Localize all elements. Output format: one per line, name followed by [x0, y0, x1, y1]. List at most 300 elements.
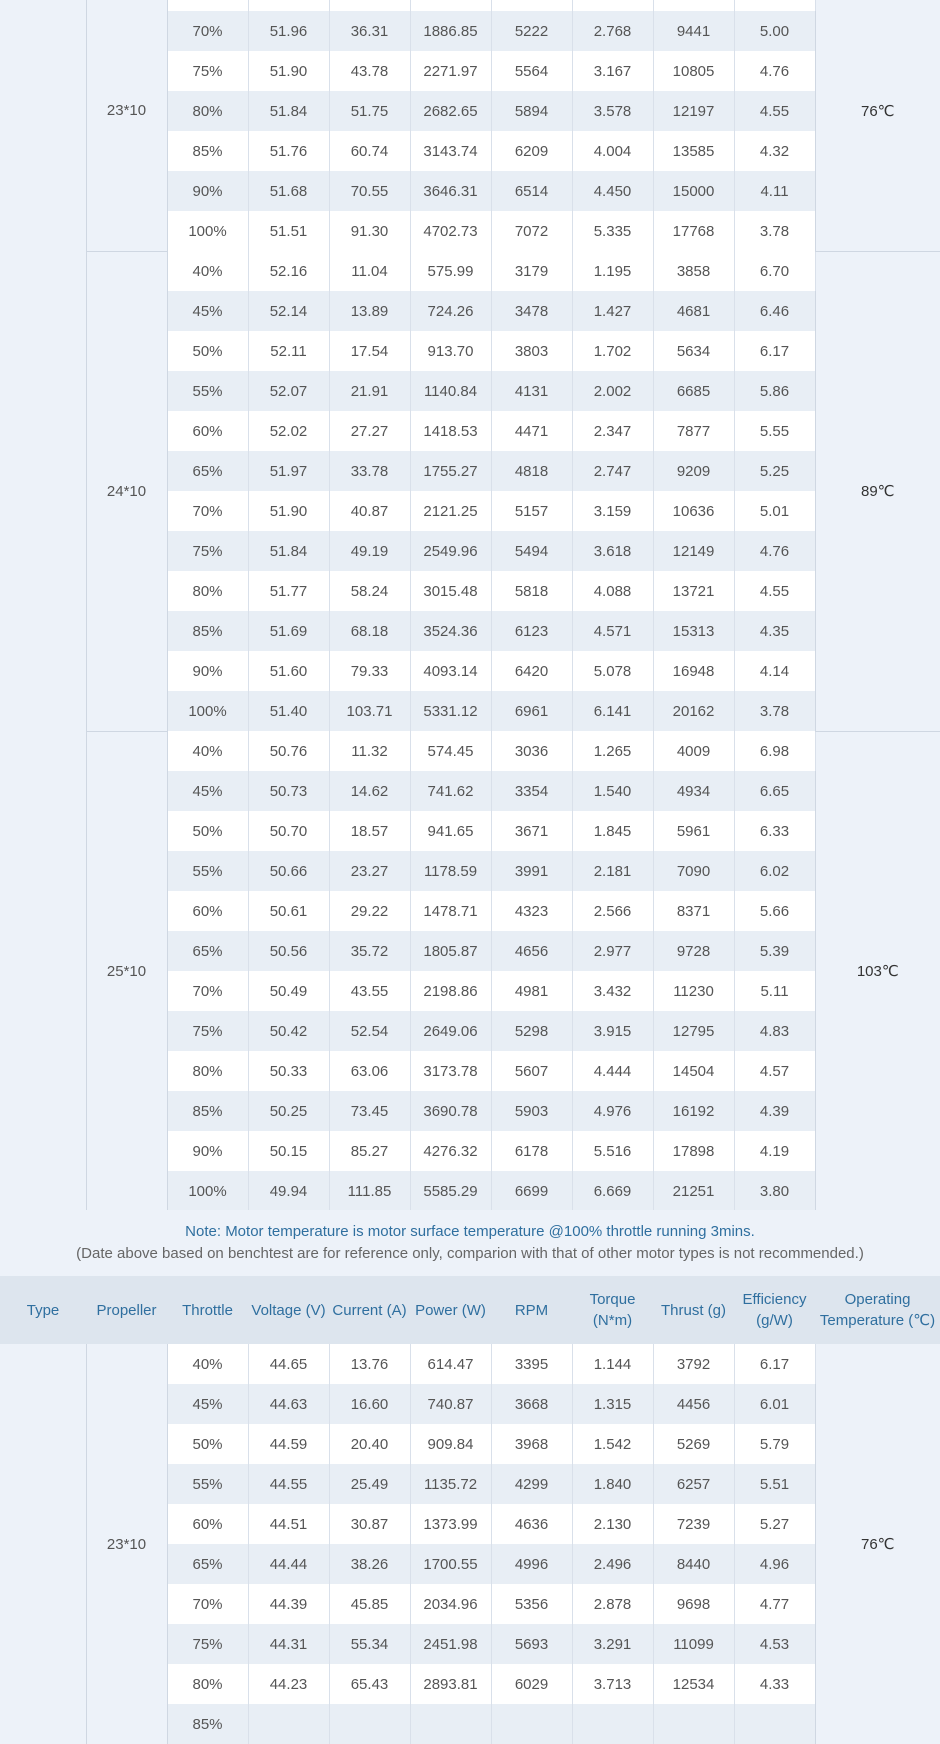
header-propeller: Propeller	[96, 1301, 157, 1319]
torque-cell: 6.141	[572, 691, 653, 731]
voltage-cell: 52.02	[248, 411, 329, 451]
throttle-cell: 55%	[167, 1464, 248, 1504]
current-cell: 58.24	[329, 571, 410, 611]
rpm-cell: 3991	[491, 851, 572, 891]
power-cell: 4093.14	[410, 651, 491, 691]
current-cell: 60.74	[329, 131, 410, 171]
current-cell: 13.76	[329, 1344, 410, 1384]
current-cell: 68.18	[329, 611, 410, 651]
voltage-cell: 51.97	[248, 451, 329, 491]
current-cell: 55.34	[329, 1624, 410, 1664]
rpm-cell: 5222	[491, 11, 572, 51]
rpm-cell: 5564	[491, 51, 572, 91]
torque-cell: 3.618	[572, 531, 653, 571]
thrust-cell: 11230	[653, 971, 734, 1011]
torque-cell: 2.878	[572, 1584, 653, 1624]
thrust-cell: 8371	[653, 891, 734, 931]
rpm-cell: 4299	[491, 1464, 572, 1504]
efficiency-cell	[734, 0, 815, 11]
thrust-cell: 10636	[653, 491, 734, 531]
voltage-cell: 52.16	[248, 251, 329, 291]
thrust-cell: 7090	[653, 851, 734, 891]
torque-cell: 2.130	[572, 1504, 653, 1544]
table-row	[0, 0, 940, 11]
voltage-cell: 51.84	[248, 531, 329, 571]
throttle-cell: 60%	[167, 411, 248, 451]
efficiency-cell: 4.35	[734, 611, 815, 651]
torque-cell	[572, 1704, 653, 1744]
rpm-cell: 3354	[491, 771, 572, 811]
throttle-cell: 75%	[167, 51, 248, 91]
efficiency-cell: 3.78	[734, 211, 815, 251]
torque-cell: 4.004	[572, 131, 653, 171]
type-cell	[0, 1344, 86, 1744]
torque-cell: 3.167	[572, 51, 653, 91]
table-header-row	[0, 1276, 940, 1344]
power-cell: 2198.86	[410, 971, 491, 1011]
thrust-cell	[653, 1704, 734, 1744]
propeller-cell: 23*10	[86, 0, 167, 251]
throttle-cell: 75%	[167, 1624, 248, 1664]
current-cell: 11.32	[329, 731, 410, 771]
thrust-cell: 5634	[653, 331, 734, 371]
throttle-cell: 55%	[167, 851, 248, 891]
rpm-cell: 4656	[491, 931, 572, 971]
thrust-cell: 10805	[653, 51, 734, 91]
power-cell: 1700.55	[410, 1544, 491, 1584]
power-cell: 1886.85	[410, 11, 491, 51]
rpm-cell: 5818	[491, 571, 572, 611]
current-cell: 36.31	[329, 11, 410, 51]
disclaimer-note: (Date above based on benchtest are for reference only, comparion with that of other motor types is not recommended.)	[76, 1245, 864, 1262]
rpm-cell: 5693	[491, 1624, 572, 1664]
efficiency-cell: 6.70	[734, 251, 815, 291]
thrust-cell: 6685	[653, 371, 734, 411]
header-efficiency: Efficiency (g/W)	[742, 1291, 807, 1329]
power-cell	[410, 1704, 491, 1744]
thrust-cell: 17898	[653, 1131, 734, 1171]
power-cell: 2649.06	[410, 1011, 491, 1051]
torque-cell: 1.840	[572, 1464, 653, 1504]
voltage-cell: 50.66	[248, 851, 329, 891]
voltage-cell: 50.42	[248, 1011, 329, 1051]
voltage-cell: 51.96	[248, 11, 329, 51]
efficiency-cell: 5.01	[734, 491, 815, 531]
torque-cell: 3.159	[572, 491, 653, 531]
efficiency-cell: 6.17	[734, 1344, 815, 1384]
thrust-cell	[653, 0, 734, 11]
voltage-cell: 50.73	[248, 771, 329, 811]
rpm-cell: 5607	[491, 1051, 572, 1091]
thrust-cell: 12197	[653, 91, 734, 131]
throttle-cell: 65%	[167, 1544, 248, 1584]
rpm-cell: 3036	[491, 731, 572, 771]
throttle-cell: 85%	[167, 1704, 248, 1744]
power-cell: 1755.27	[410, 451, 491, 491]
temperature-cell: 103℃	[815, 731, 940, 1211]
current-cell: 70.55	[329, 171, 410, 211]
throttle-cell: 70%	[167, 491, 248, 531]
temperature-note: Note: Motor temperature is motor surface temperature @100% throttle running 3mins.	[185, 1223, 755, 1240]
torque-cell: 1.542	[572, 1424, 653, 1464]
thrust-cell: 9441	[653, 11, 734, 51]
voltage-cell: 52.14	[248, 291, 329, 331]
torque-cell: 2.002	[572, 371, 653, 411]
voltage-cell: 51.69	[248, 611, 329, 651]
efficiency-cell: 4.76	[734, 531, 815, 571]
current-cell: 13.89	[329, 291, 410, 331]
power-cell: 741.62	[410, 771, 491, 811]
torque-cell: 1.427	[572, 291, 653, 331]
efficiency-cell: 4.53	[734, 1624, 815, 1664]
thrust-cell: 15313	[653, 611, 734, 651]
power-cell: 2034.96	[410, 1584, 491, 1624]
torque-cell: 4.976	[572, 1091, 653, 1131]
throttle-cell: 80%	[167, 571, 248, 611]
thrust-cell: 9698	[653, 1584, 734, 1624]
throttle-cell: 100%	[167, 1171, 248, 1211]
voltage-cell: 51.90	[248, 51, 329, 91]
efficiency-cell: 4.77	[734, 1584, 815, 1624]
power-cell: 1373.99	[410, 1504, 491, 1544]
power-cell: 1478.71	[410, 891, 491, 931]
rpm-cell: 6209	[491, 131, 572, 171]
torque-cell: 1.845	[572, 811, 653, 851]
thrust-cell: 16948	[653, 651, 734, 691]
power-cell: 4702.73	[410, 211, 491, 251]
thrust-cell: 9209	[653, 451, 734, 491]
table-bottom-body	[0, 1344, 940, 1744]
current-cell: 21.91	[329, 371, 410, 411]
voltage-cell: 44.55	[248, 1464, 329, 1504]
current-cell: 18.57	[329, 811, 410, 851]
power-cell: 574.45	[410, 731, 491, 771]
voltage-cell: 51.90	[248, 491, 329, 531]
torque-cell: 5.335	[572, 211, 653, 251]
current-cell: 45.85	[329, 1584, 410, 1624]
throttle-cell: 70%	[167, 11, 248, 51]
performance-table-bottom	[0, 1276, 940, 1744]
thrust-cell: 7239	[653, 1504, 734, 1544]
current-cell: 40.87	[329, 491, 410, 531]
power-cell: 740.87	[410, 1384, 491, 1424]
voltage-cell: 52.07	[248, 371, 329, 411]
rpm-cell: 5903	[491, 1091, 572, 1131]
current-cell: 103.71	[329, 691, 410, 731]
torque-cell: 1.265	[572, 731, 653, 771]
rpm-cell: 3671	[491, 811, 572, 851]
power-cell: 1140.84	[410, 371, 491, 411]
efficiency-cell	[734, 1704, 815, 1744]
current-cell: 43.78	[329, 51, 410, 91]
power-cell: 3690.78	[410, 1091, 491, 1131]
efficiency-cell: 5.66	[734, 891, 815, 931]
voltage-cell: 44.65	[248, 1344, 329, 1384]
power-cell: 1418.53	[410, 411, 491, 451]
torque-cell: 4.088	[572, 571, 653, 611]
propeller-cell: 23*10	[86, 1344, 167, 1744]
voltage-cell: 44.31	[248, 1624, 329, 1664]
throttle-cell: 75%	[167, 1011, 248, 1051]
voltage-cell: 49.94	[248, 1171, 329, 1211]
voltage-cell: 51.51	[248, 211, 329, 251]
throttle-cell: 80%	[167, 1664, 248, 1704]
power-cell: 2271.97	[410, 51, 491, 91]
current-cell: 63.06	[329, 1051, 410, 1091]
efficiency-cell: 5.27	[734, 1504, 815, 1544]
torque-cell: 2.566	[572, 891, 653, 931]
temperature-cell: 89℃	[815, 251, 940, 731]
throttle-cell: 90%	[167, 651, 248, 691]
torque-cell: 1.315	[572, 1384, 653, 1424]
rpm-cell: 6420	[491, 651, 572, 691]
power-cell: 3524.36	[410, 611, 491, 651]
rpm-cell: 6029	[491, 1664, 572, 1704]
voltage-cell: 44.44	[248, 1544, 329, 1584]
power-cell: 2549.96	[410, 531, 491, 571]
header-voltage: Voltage (V)	[251, 1301, 326, 1319]
current-cell: 73.45	[329, 1091, 410, 1131]
throttle-cell: 85%	[167, 611, 248, 651]
rpm-cell: 3803	[491, 331, 572, 371]
torque-cell: 2.768	[572, 11, 653, 51]
torque-cell	[572, 0, 653, 11]
rpm-cell: 3395	[491, 1344, 572, 1384]
thrust-cell: 12149	[653, 531, 734, 571]
voltage-cell: 51.40	[248, 691, 329, 731]
torque-cell: 3.578	[572, 91, 653, 131]
header-throttle: Throttle	[182, 1301, 233, 1319]
power-cell: 1135.72	[410, 1464, 491, 1504]
throttle-cell: 55%	[167, 371, 248, 411]
current-cell: 30.87	[329, 1504, 410, 1544]
torque-cell: 1.540	[572, 771, 653, 811]
voltage-cell: 51.84	[248, 91, 329, 131]
power-cell: 3143.74	[410, 131, 491, 171]
efficiency-cell: 4.96	[734, 1544, 815, 1584]
current-cell: 16.60	[329, 1384, 410, 1424]
throttle-cell: 40%	[167, 251, 248, 291]
efficiency-cell: 5.25	[734, 451, 815, 491]
throttle-cell: 85%	[167, 1091, 248, 1131]
efficiency-cell: 4.76	[734, 51, 815, 91]
throttle-cell: 85%	[167, 131, 248, 171]
throttle-cell	[167, 0, 248, 11]
efficiency-cell: 5.11	[734, 971, 815, 1011]
voltage-cell: 51.68	[248, 171, 329, 211]
rpm-cell: 6961	[491, 691, 572, 731]
thrust-cell: 12534	[653, 1664, 734, 1704]
efficiency-cell: 5.39	[734, 931, 815, 971]
voltage-cell	[248, 1704, 329, 1744]
torque-cell: 5.078	[572, 651, 653, 691]
rpm-cell	[491, 0, 572, 11]
thrust-cell: 5269	[653, 1424, 734, 1464]
power-cell: 614.47	[410, 1344, 491, 1384]
efficiency-cell: 3.80	[734, 1171, 815, 1211]
propeller-cell: 25*10	[86, 731, 167, 1211]
rpm-cell: 5494	[491, 531, 572, 571]
power-cell: 2121.25	[410, 491, 491, 531]
torque-cell: 3.291	[572, 1624, 653, 1664]
rpm-cell: 3179	[491, 251, 572, 291]
torque-cell: 4.450	[572, 171, 653, 211]
rpm-cell: 3478	[491, 291, 572, 331]
table-row	[0, 251, 940, 291]
thrust-cell: 20162	[653, 691, 734, 731]
header-power: Power (W)	[415, 1301, 486, 1319]
thrust-cell: 17768	[653, 211, 734, 251]
voltage-cell: 50.70	[248, 811, 329, 851]
efficiency-cell: 6.02	[734, 851, 815, 891]
thrust-cell: 15000	[653, 171, 734, 211]
voltage-cell: 50.15	[248, 1131, 329, 1171]
efficiency-cell: 5.51	[734, 1464, 815, 1504]
power-cell	[410, 0, 491, 11]
efficiency-cell: 5.00	[734, 11, 815, 51]
throttle-cell: 50%	[167, 811, 248, 851]
throttle-cell: 80%	[167, 91, 248, 131]
header-type: Type	[26, 1301, 60, 1319]
throttle-cell: 100%	[167, 211, 248, 251]
current-cell	[329, 1704, 410, 1744]
throttle-cell: 75%	[167, 531, 248, 571]
voltage-cell: 50.56	[248, 931, 329, 971]
thrust-cell: 11099	[653, 1624, 734, 1664]
torque-cell: 4.444	[572, 1051, 653, 1091]
throttle-cell: 45%	[167, 1384, 248, 1424]
current-cell: 111.85	[329, 1171, 410, 1211]
power-cell: 913.70	[410, 331, 491, 371]
table-bottom-container	[0, 1276, 940, 1744]
rpm-cell: 4636	[491, 1504, 572, 1544]
rpm-cell: 4996	[491, 1544, 572, 1584]
thrust-cell: 8440	[653, 1544, 734, 1584]
throttle-cell: 65%	[167, 931, 248, 971]
throttle-cell: 40%	[167, 1344, 248, 1384]
efficiency-cell: 4.83	[734, 1011, 815, 1051]
rpm-cell: 4471	[491, 411, 572, 451]
rpm-cell: 4981	[491, 971, 572, 1011]
throttle-cell: 45%	[167, 291, 248, 331]
thrust-cell: 13721	[653, 571, 734, 611]
current-cell	[329, 0, 410, 11]
current-cell: 52.54	[329, 1011, 410, 1051]
rpm-cell: 5298	[491, 1011, 572, 1051]
torque-cell: 1.702	[572, 331, 653, 371]
throttle-cell: 70%	[167, 1584, 248, 1624]
voltage-cell: 44.39	[248, 1584, 329, 1624]
torque-cell: 4.571	[572, 611, 653, 651]
throttle-cell: 60%	[167, 1504, 248, 1544]
voltage-cell: 44.59	[248, 1424, 329, 1464]
propeller-cell: 24*10	[86, 251, 167, 731]
thrust-cell: 4009	[653, 731, 734, 771]
torque-cell: 2.496	[572, 1544, 653, 1584]
current-cell: 51.75	[329, 91, 410, 131]
efficiency-cell: 5.79	[734, 1424, 815, 1464]
voltage-cell: 50.33	[248, 1051, 329, 1091]
torque-cell: 1.195	[572, 251, 653, 291]
power-cell: 5585.29	[410, 1171, 491, 1211]
power-cell: 3173.78	[410, 1051, 491, 1091]
thrust-cell: 12795	[653, 1011, 734, 1051]
thrust-cell: 3792	[653, 1344, 734, 1384]
header-current: Current (A)	[332, 1301, 407, 1319]
thrust-cell: 13585	[653, 131, 734, 171]
rpm-cell: 4131	[491, 371, 572, 411]
rpm-cell: 6514	[491, 171, 572, 211]
voltage-cell: 51.76	[248, 131, 329, 171]
rpm-cell: 3968	[491, 1424, 572, 1464]
throttle-cell: 40%	[167, 731, 248, 771]
current-cell: 14.62	[329, 771, 410, 811]
throttle-cell: 80%	[167, 1051, 248, 1091]
voltage-cell: 44.63	[248, 1384, 329, 1424]
voltage-cell: 50.61	[248, 891, 329, 931]
header-rpm: RPM	[514, 1301, 549, 1319]
voltage-cell: 44.23	[248, 1664, 329, 1704]
power-cell: 4276.32	[410, 1131, 491, 1171]
efficiency-cell: 6.01	[734, 1384, 815, 1424]
current-cell: 17.54	[329, 331, 410, 371]
voltage-cell	[248, 0, 329, 11]
throttle-cell: 50%	[167, 331, 248, 371]
power-cell: 575.99	[410, 251, 491, 291]
torque-cell: 2.181	[572, 851, 653, 891]
efficiency-cell: 4.32	[734, 131, 815, 171]
thrust-cell: 9728	[653, 931, 734, 971]
rpm-cell: 6699	[491, 1171, 572, 1211]
thrust-cell: 4456	[653, 1384, 734, 1424]
power-cell: 724.26	[410, 291, 491, 331]
current-cell: 25.49	[329, 1464, 410, 1504]
current-cell: 11.04	[329, 251, 410, 291]
torque-cell: 3.432	[572, 971, 653, 1011]
rpm-cell: 3668	[491, 1384, 572, 1424]
header-operating-temperature: Operating Temperature (℃)	[819, 1291, 936, 1329]
thrust-cell: 4934	[653, 771, 734, 811]
rpm-cell: 5157	[491, 491, 572, 531]
throttle-cell: 90%	[167, 1131, 248, 1171]
power-cell: 1805.87	[410, 931, 491, 971]
efficiency-cell: 4.33	[734, 1664, 815, 1704]
efficiency-cell: 4.14	[734, 651, 815, 691]
thrust-cell: 16192	[653, 1091, 734, 1131]
rpm-cell: 6123	[491, 611, 572, 651]
rpm-cell: 7072	[491, 211, 572, 251]
efficiency-cell: 4.11	[734, 171, 815, 211]
power-cell: 2893.81	[410, 1664, 491, 1704]
efficiency-cell: 4.55	[734, 91, 815, 131]
note-block	[0, 1210, 940, 1276]
efficiency-cell: 5.86	[734, 371, 815, 411]
thrust-cell: 4681	[653, 291, 734, 331]
temperature-cell: 76℃	[815, 0, 940, 251]
efficiency-cell: 6.65	[734, 771, 815, 811]
rpm-cell: 4818	[491, 451, 572, 491]
efficiency-cell: 4.19	[734, 1131, 815, 1171]
rpm-cell: 5356	[491, 1584, 572, 1624]
current-cell: 33.78	[329, 451, 410, 491]
power-cell: 3015.48	[410, 571, 491, 611]
torque-cell: 1.144	[572, 1344, 653, 1384]
torque-cell: 2.977	[572, 931, 653, 971]
torque-cell: 5.516	[572, 1131, 653, 1171]
thrust-cell: 21251	[653, 1171, 734, 1211]
throttle-cell: 90%	[167, 171, 248, 211]
type-cell	[0, 0, 86, 1211]
